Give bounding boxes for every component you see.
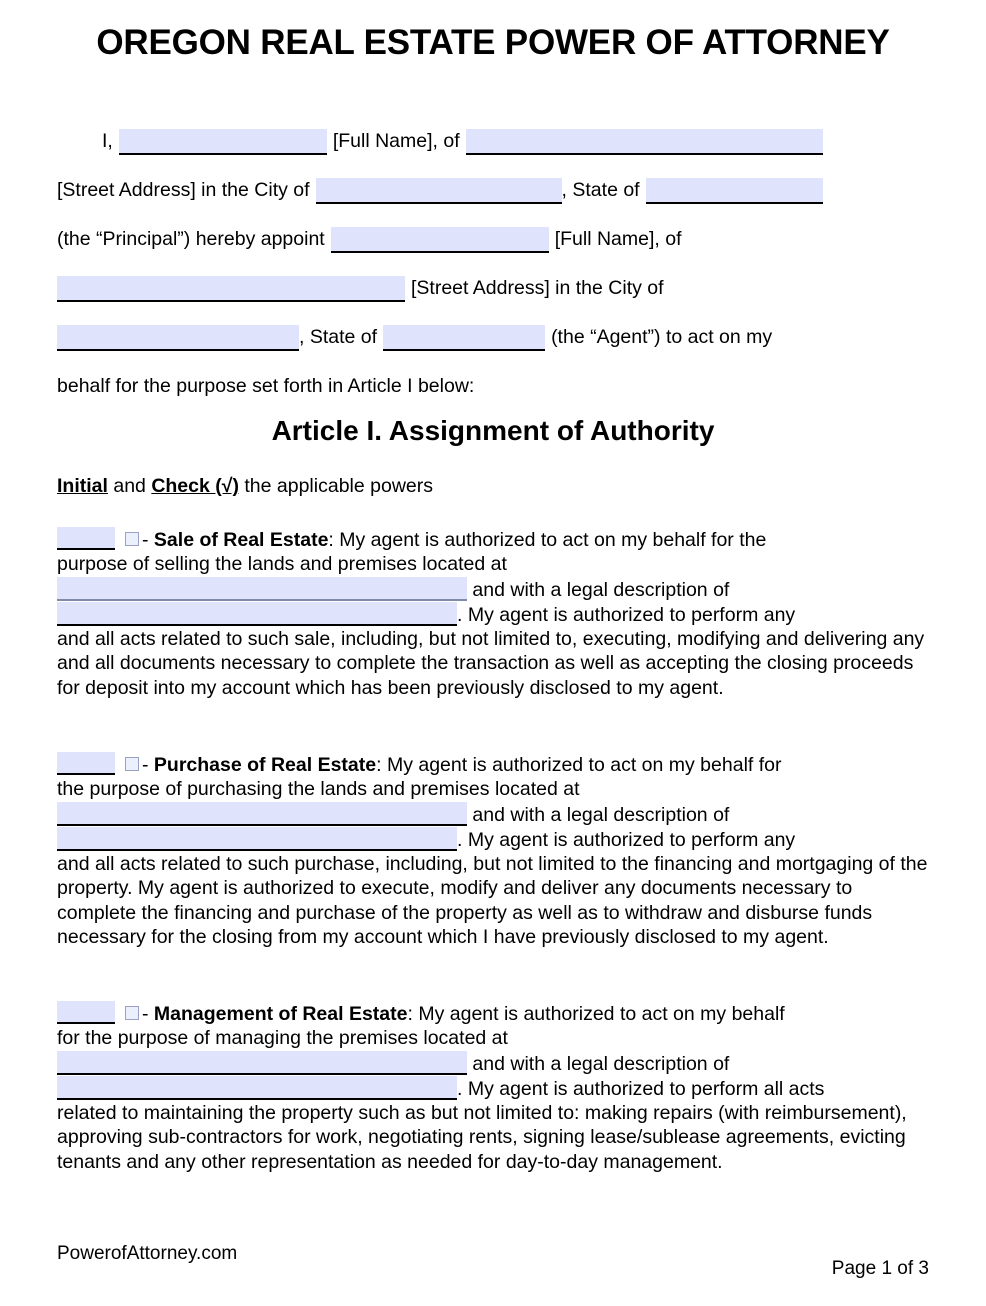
- sale-legal-description-field[interactable]: [57, 602, 457, 626]
- management-colon: :: [407, 1003, 413, 1025]
- power-block-sale: [57, 527, 932, 700]
- check-word: Check (√): [151, 475, 239, 497]
- page-title: OREGON REAL ESTATE POWER OF ATTORNEY: [96, 23, 890, 62]
- sale-location-field[interactable]: [57, 577, 467, 601]
- principal-state-field[interactable]: [646, 178, 823, 204]
- sale-colon: :: [328, 529, 334, 551]
- sale-after-field1: and with a legal description of: [472, 578, 730, 601]
- power-block-management: [57, 1001, 932, 1174]
- management-legal-description-field[interactable]: [57, 1076, 457, 1100]
- intro-l1-fullname-label: [Full Name], of: [332, 130, 460, 152]
- agent-state-field[interactable]: [383, 325, 545, 351]
- sale-initials-field[interactable]: [57, 527, 115, 550]
- instruction-rest: the applicable powers: [244, 475, 433, 497]
- purchase-initials-field[interactable]: [57, 752, 115, 775]
- and-word: and: [113, 475, 146, 497]
- sale-line2: purpose of selling the lands and premises located at: [57, 553, 507, 576]
- intro-l4-street-label: [Street Address] in the City of: [411, 277, 664, 299]
- intro-l3-fullname-label: [Full Name], of: [554, 228, 682, 250]
- intro-l2-state-label: , State of: [561, 179, 640, 201]
- management-after-field1: and with a legal description of: [472, 1052, 730, 1075]
- principal-city-field[interactable]: [316, 178, 562, 204]
- purchase-label: Purchase of Real Estate: [153, 754, 377, 776]
- purchase-line2: the purpose of purchasing the lands and premises located at: [57, 778, 580, 801]
- sale-tail: and all acts related to such sale, including, but not limited to, executing, modifying and delivering any and all documents necessary to complete the transaction as well as accepting the closing proceeds for deposit into my account which has been previously disclosed to my agent.: [57, 628, 925, 699]
- initial-word: Initial: [57, 475, 108, 497]
- principal-street-field[interactable]: [466, 129, 823, 155]
- sale-lead: My agent is authorized to act on my behalf for the: [333, 529, 767, 551]
- intro-l2-street-label: [Street Address] in the City of: [57, 179, 310, 201]
- purchase-colon: :: [376, 754, 382, 776]
- management-dash: -: [142, 1003, 154, 1025]
- purchase-dash: -: [142, 754, 154, 776]
- purchase-tail: and all acts related to such purchase, including, but not limited to the financing and mortgaging of the property. My agent is authorized to execute, modify and deliver any documents necessary to complete the financing and purchase of the property as well as to withdraw and disburse funds necessary for the closing from my account which I have previously disclosed to my agent.: [57, 853, 928, 949]
- agent-street-field[interactable]: [57, 276, 405, 302]
- intro-line-4: [57, 252, 929, 301]
- intro-line-3: [57, 203, 929, 252]
- footer-site: PowerofAttorney.com: [57, 1243, 238, 1264]
- sale-checkbox[interactable]: [125, 532, 139, 546]
- agent-name-field[interactable]: [331, 227, 549, 253]
- intro-block: [57, 105, 929, 399]
- purchase-location-field[interactable]: [57, 802, 467, 826]
- initial-instruction: [57, 473, 433, 499]
- principal-name-field[interactable]: [119, 129, 327, 155]
- intro-line-6: [57, 350, 929, 399]
- management-after-field2: . My agent is authorized to perform all acts: [457, 1077, 825, 1100]
- management-initials-field[interactable]: [57, 1001, 115, 1024]
- agent-city-field[interactable]: [57, 325, 299, 351]
- management-checkbox[interactable]: [125, 1006, 139, 1020]
- power-block-purchase: [57, 752, 932, 949]
- intro-l5-state-label: , State of: [299, 326, 378, 348]
- purchase-after-field1: and with a legal description of: [472, 803, 730, 826]
- sale-dash: -: [142, 529, 154, 551]
- intro-l1-prefix: I,: [102, 130, 113, 152]
- intro-line-2: [57, 154, 929, 203]
- management-label: Management of Real Estate: [153, 1003, 408, 1025]
- management-location-field[interactable]: [57, 1051, 467, 1075]
- purchase-lead: My agent is authorized to act on my behalf for: [381, 754, 782, 776]
- management-line2: for the purpose of managing the premises located at: [57, 1027, 508, 1050]
- sale-label: Sale of Real Estate: [153, 529, 329, 551]
- management-lead: My agent is authorized to act on my behalf: [412, 1003, 785, 1025]
- article-heading: Article I. Assignment of Authority: [271, 415, 715, 446]
- purchase-checkbox[interactable]: [125, 757, 139, 771]
- footer-page-number: Page 1 of 3: [831, 1258, 929, 1279]
- intro-l3-principal-label: (the “Principal”) hereby appoint: [57, 228, 325, 250]
- intro-l5-agent-label: (the “Agent”) to act on my: [551, 326, 773, 348]
- sale-after-field2: . My agent is authorized to perform any: [457, 603, 796, 626]
- management-tail: related to maintaining the property such as but not limited to: making repairs (with reimbursement), approving sub-contractors for work, negotiating rents, signing lease/sublease agreements, evicting tenants and any other representation as needed for day-to-day management.: [57, 1102, 907, 1173]
- purchase-after-field2: . My agent is authorized to perform any: [457, 828, 796, 851]
- purchase-legal-description-field[interactable]: [57, 827, 457, 851]
- intro-line-5: [57, 301, 929, 350]
- intro-line-1: [57, 105, 929, 154]
- intro-l6-text: behalf for the purpose set forth in Article I below:: [57, 375, 475, 397]
